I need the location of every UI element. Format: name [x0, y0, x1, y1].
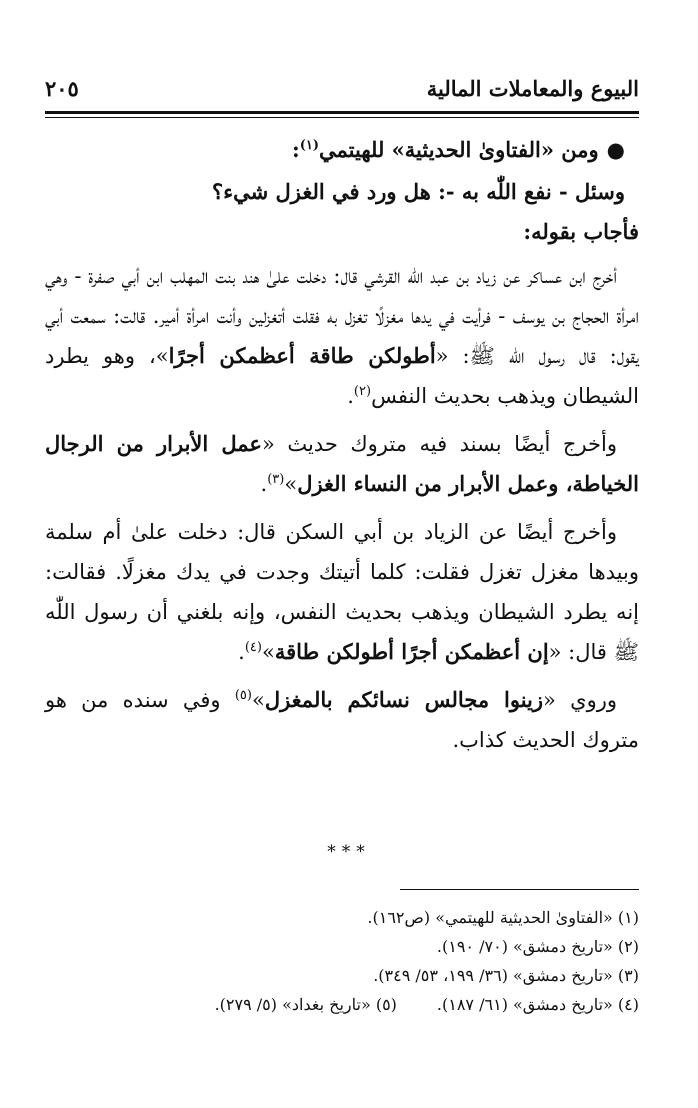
paragraph-2-text-a: وأخرج أيضًا بسند فيه متروك حديث «	[261, 432, 618, 456]
footnote-rule	[400, 889, 639, 890]
question: وسئل - نفع اللّٰه به -: هل ورد في الغزل شيء؟	[212, 179, 625, 204]
paragraph-2-hadith: عمل الأبرار من الرجال الخياطة، وعمل الأبرار من النساء الغزل	[45, 431, 639, 496]
footnote-3: (٣) «تاريخ دمشق» (٣٦/ ١٩٩، ٥٣/ ٣٤٩).	[373, 966, 639, 985]
footnotes	[45, 903, 639, 1019]
paragraph-3	[45, 512, 639, 672]
paragraph-1-text-b: »، وهو يطرد الشيطان ويذهب بحديث النفس	[45, 344, 639, 408]
source-heading	[45, 130, 639, 170]
paragraph-1-text-a: أخرج ابن عساكر عن زياد بن عبد اللّٰه القرشي قال: دخلت علىٰ هند بنت المهلب ابن أبي صفرة - وهي امرأة الحجاج بن يوسف - فرأيت في يدها مغزلًا تغزل به فقلت أتغزلين وأنت امرأة أمير. قالت: سمعت أبي يقول: قال رسول اللّٰه ﷺ: «	[45, 264, 639, 368]
paragraph-1-end: .	[347, 384, 354, 408]
page-number: ٢٠٥	[45, 75, 79, 101]
paragraph-4	[45, 680, 639, 760]
footnote-marker-5: (٥)	[234, 688, 252, 703]
footnote-marker-1: (١)	[299, 138, 319, 153]
footnote-2: (٢) «تاريخ دمشق» (٧٠/ ١٩٠).	[436, 937, 639, 956]
footnote-5: (٥) «تاريخ بغداد» (٥/ ٢٧٩).	[214, 995, 397, 1014]
header-rule-thick	[45, 111, 639, 114]
source-title: ومن «الفتاوىٰ الحديثية» للهيتمي	[319, 137, 599, 162]
footnote-marker-2: (٢)	[353, 384, 372, 399]
footnote-marker-4: (٤)	[244, 640, 262, 655]
paragraph-2-text-b: »	[284, 472, 298, 496]
footnote-row-4-5	[45, 990, 639, 1019]
paragraph-2-end: .	[260, 472, 268, 496]
header-rule-thin	[45, 117, 639, 118]
answer-intro: فأجاب بقوله:	[523, 219, 639, 244]
section-separator: ***	[327, 842, 371, 862]
paragraph-1	[45, 256, 639, 416]
paragraph-1-hadith: أطولكن طاقة أعظمكن أجرًا	[168, 343, 436, 368]
running-title: البيوع والمعاملات المالية	[426, 75, 639, 101]
page-header	[45, 68, 639, 108]
bullet-icon: ●	[606, 137, 625, 162]
paragraph-4-text-b: »	[251, 688, 265, 712]
main-text	[45, 130, 639, 768]
paragraph-4-hadith: زينوا مجالس نسائكم بالمغزل	[264, 687, 544, 712]
source-colon: :	[291, 137, 300, 162]
paragraph-2	[45, 424, 639, 504]
paragraph-3-text-b: »	[261, 640, 275, 664]
footnote-4: (٤) «تاريخ دمشق» (٦١/ ١٨٧).	[436, 995, 639, 1014]
footnote-marker-3: (٣)	[267, 472, 285, 487]
footnote-1: (١) «الفتاوىٰ الحديثية للهيتمي» (ص١٦٢).	[367, 908, 639, 927]
paragraph-4-end: وفي سنده من هو متروك الحديث كذاب.	[45, 688, 639, 752]
paragraph-3-text-a: وأخرج أيضًا عن الزياد بن أبي السكن قال: دخلت علىٰ أم سلمة وبيدها مغزل تغزل فقلت: كلما أتيتك وجدت في يدك مغزلًا. فقالت: إنه يطرد الشيطان ويذهب بحديث النفس، وإنه بلغني أن رسول اللّٰه ﷺ قال: «	[45, 520, 639, 664]
paragraph-3-end: .	[238, 640, 245, 664]
paragraph-4-text-a: وروي «	[543, 688, 618, 712]
paragraph-3-hadith: إن أعظمكن أجرًا أطولكن طاقة	[274, 639, 549, 664]
